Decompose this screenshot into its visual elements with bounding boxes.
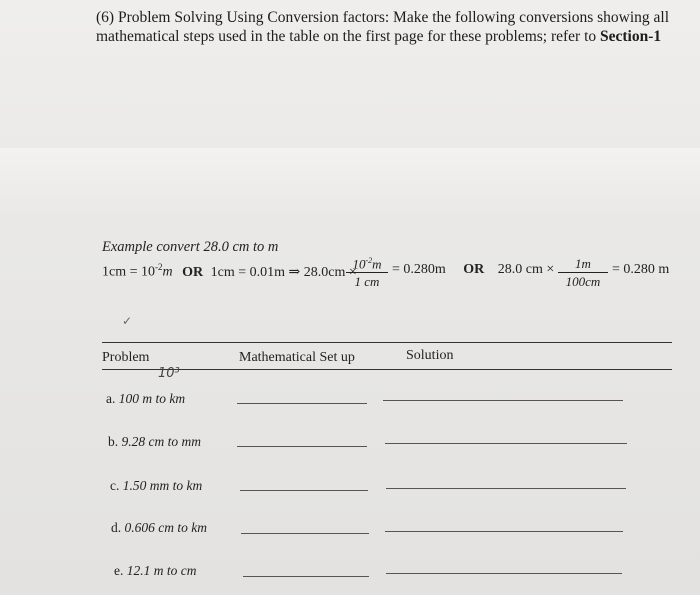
setup-blank-a[interactable]: [237, 403, 367, 404]
page-gap-band: [0, 148, 700, 218]
setup-blank-e[interactable]: [243, 576, 369, 577]
example-title: Example convert 28.0 cm to m: [102, 239, 279, 255]
handwritten-note: 10³: [158, 366, 180, 381]
problem-d: d. 0.606 cm to km: [111, 520, 207, 535]
setup-blank-d[interactable]: [241, 533, 369, 534]
section-reference: Section-1: [600, 28, 662, 45]
equation-result-1: = 0.280m OR 28.0 cm ×: [392, 262, 555, 277]
or-keyword-1: OR: [182, 264, 204, 280]
solution-blank-d[interactable]: [385, 531, 623, 532]
header-setup: Mathematical Set up: [239, 350, 355, 365]
fraction-1: $\frac{10^{-2}m}{1 cm}$: [346, 256, 388, 290]
problem-instructions: [96, 8, 686, 46]
equation-left: $1cm = 10^{-2}m$ OR 1cm = 0.01m ⇒ 28.0cm ×: [102, 262, 357, 280]
table-header-rule: [102, 369, 672, 370]
instructions-line-1: (6) Problem Solving Using Conversion factors: Make the following conversions showing all: [96, 9, 670, 26]
solution-blank-c[interactable]: [386, 488, 626, 489]
solution-blank-e[interactable]: [386, 573, 622, 574]
pencil-mark: ✓: [122, 314, 133, 328]
equation-result-2: = 0.280 m: [612, 262, 670, 277]
solution-blank-b[interactable]: [385, 443, 627, 444]
instructions-line-2: mathematical steps used in the table on the first page for these problems; refer to Section-1: [96, 28, 662, 45]
problem-c: c. 1.50 mm to km: [110, 478, 203, 493]
header-solution: Solution: [406, 348, 454, 363]
table-top-rule: [102, 342, 672, 343]
setup-blank-c[interactable]: [240, 490, 368, 491]
problem-a: a. 100 m to km: [106, 391, 186, 406]
problem-e: e. 12.1 m to cm: [114, 563, 197, 578]
setup-blank-b[interactable]: [237, 446, 367, 447]
solution-blank-a[interactable]: [383, 400, 623, 401]
problem-b: b. 9.28 cm to mm: [108, 434, 201, 449]
fraction-2: $\frac{1m}{100cm}$: [558, 256, 608, 290]
or-keyword-2: OR: [463, 262, 485, 277]
header-problem: Problem: [102, 350, 150, 365]
